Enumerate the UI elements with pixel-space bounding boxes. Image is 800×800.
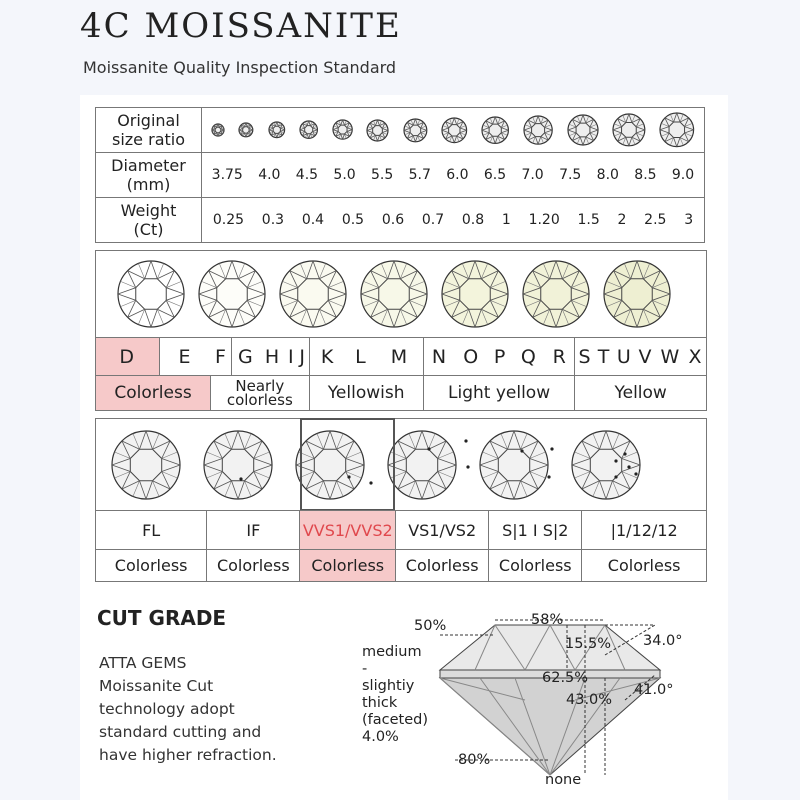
inclusion-dot [627,465,630,468]
inclusion-dot [634,472,637,475]
color-grade-stones [95,250,707,338]
color-letter-h: H [260,338,286,376]
color-sample-stone [280,261,346,327]
girdle-label-line: - [362,661,368,677]
diameter-value: 4.0 [258,167,281,183]
clarity-class: Colorless [489,550,582,582]
weight-value: 0.4 [301,212,325,228]
vvs-highlight-frame [300,418,395,511]
inclusion-dot [239,477,242,480]
girdle-label-line: 4.0% [362,729,399,745]
stone-size-gem [239,123,253,137]
weight-value: 0.3 [261,212,285,228]
color-letter-r: R [545,338,575,376]
girdle-label [362,644,428,746]
clarity-name: |1/12/12 [582,511,707,550]
weight-value: 1.5 [577,212,600,228]
cut-description-line: ATTA GEMS [99,654,187,672]
stone-size-gem [269,122,285,138]
stone-size-icon [332,119,353,140]
color-letter-i: I [286,338,297,376]
culet-label: none [545,772,582,788]
nearly-colorless-line1: Nearly [235,377,285,395]
pavilion-angle-label: 41.0° [634,682,674,698]
size-ratio-label-line1: Original [117,111,180,130]
page-subtitle: Moissanite Quality Inspection Standard [83,58,397,77]
weight-value: 1.20 [528,212,560,228]
crown-angle-label: 34.0° [643,633,683,649]
color-letter-row [96,338,707,376]
inclusion-dot [550,447,553,450]
stone-size-gem [404,119,427,142]
color-letter-d: D [96,338,160,376]
clarity-sample-stone [572,431,640,499]
pavilion-depth-label: 43.0% [566,692,613,708]
diameter-label [96,153,202,198]
stone-size-icon [441,117,468,144]
color-letter-v: V [635,338,656,376]
stone-size-icon [366,119,389,142]
color-letter-o: O [455,338,487,376]
diameter-row [96,153,705,198]
color-sample-stone [604,261,670,327]
diameter-value: 5.5 [371,167,394,183]
girdle-label-line: medium [362,644,422,660]
diameter-value: 3.75 [211,167,243,183]
color-group-row [96,376,707,411]
clarity-class: Colorless [396,550,489,582]
stone-size-gem [300,121,317,138]
cut-description-line: Moissanite Cut [99,677,214,695]
clarity-name: VVS1/VVS2 [300,511,396,550]
diameter-value: 5.0 [333,167,356,183]
stone-size-icon [238,122,254,138]
color-letter-t: T [595,338,614,376]
nearly-colorless-line2: colorless [226,391,293,409]
clarity-class: Colorless [207,550,300,582]
clarity-class: Colorless [582,550,707,582]
weight-label-line1: Weight [120,201,177,220]
inclusion-dot [614,459,617,462]
clarity-class-row [96,550,707,582]
weight-value: 1 [501,212,511,228]
weight-values [202,198,705,243]
color-group-colorless: Colorless [96,376,211,411]
weight-value: 0.8 [461,212,485,228]
color-letter-p: P [487,338,512,376]
cut-description-line: have higher refraction. [99,746,277,764]
diameter-label-line2: (mm) [126,175,171,194]
color-letter-u: U [613,338,635,376]
stone-size-gem [482,117,508,143]
stone-size-gem [660,113,694,147]
stone-size-gem [212,124,224,136]
cut-description-line: technology adopt [99,700,235,718]
color-letter-l: L [346,338,376,376]
page-title: 4C MOISSANITE [80,6,402,46]
color-letter-k: K [309,338,346,376]
weight-value: 0.6 [381,212,405,228]
weight-value: 3 [684,212,694,228]
stone-size-icon [523,115,553,145]
table-label: 58% [531,612,564,628]
clarity-class: Colorless [96,550,207,582]
color-letter-q: Q [513,338,545,376]
inclusion-dot [520,449,523,452]
diameter-value: 5.7 [408,167,431,183]
weight-value: 2.5 [644,212,667,228]
size-ratio-label-line2: size ratio [112,130,185,149]
color-sample-stone [118,261,184,327]
inclusion-dot [466,465,469,468]
girdle-label-line: slightiy [362,678,415,694]
clarity-grade-stones [95,418,707,511]
lower-half-label: 80% [458,752,491,768]
crown-height-label: 15.5% [565,636,612,652]
size-table [95,107,705,243]
color-sample-stone [523,261,589,327]
clarity-name: S|1 I S|2 [489,511,582,550]
color-group-light-yellow: Light yellow [423,376,575,411]
color-letter-f: F [211,338,232,376]
weight-label [96,198,202,243]
clarity-class: Colorless [300,550,396,582]
weight-label-line2: (Ct) [133,220,164,239]
color-group-yellow: Yellow [575,376,707,411]
clarity-stones-graphic [96,419,706,511]
clarity-name-row [96,511,707,550]
diameter-value: 4.5 [295,167,319,183]
inclusion-dot [547,475,550,478]
color-sample-stone [199,261,265,327]
inclusion-dot [614,475,617,478]
color-group-nearly-colorless [211,376,309,411]
stone-size-icon [481,116,509,144]
color-letter-e: E [159,338,211,376]
diameter-values [202,153,705,198]
crown-width-label: 50% [414,618,447,634]
stone-size-icon [659,112,695,148]
color-letter-g: G [232,338,260,376]
clarity-sample-stone [388,431,456,499]
color-letter-w: W [656,338,685,376]
color-letter-m: M [376,338,423,376]
diameter-value: 7.0 [521,167,544,183]
clarity-name: VS1/VS2 [396,511,489,550]
color-grade-table [95,337,707,411]
color-letter-x: X [685,338,707,376]
stone-size-icon [403,118,428,143]
girdle-label-line: thick [362,695,398,711]
inclusion-dot [427,447,430,450]
cut-description-line: standard cutting and [99,723,262,741]
cut-grade-description [99,652,289,767]
diameter-value: 7.5 [559,167,582,183]
clarity-sample-stone [204,431,272,499]
diameter-value: 6.0 [446,167,469,183]
inclusion-dot [623,452,626,455]
diameter-value: 9.0 [671,167,695,183]
stone-size-gem [442,118,467,143]
weight-value: 0.25 [212,212,245,228]
stone-size-icon [211,123,225,137]
stone-size-row [202,112,704,148]
stone-size-gem [613,114,645,146]
weight-value: 2 [617,212,627,228]
stone-size-gem [524,116,552,144]
color-sample-stone [361,261,427,327]
girdle-label-line: (faceted) [362,712,429,728]
color-letter-s: S [575,338,595,376]
size-ratio-row [96,108,705,153]
diameter-value: 8.0 [596,167,619,183]
stone-size-gem [568,115,598,145]
clarity-sample-stone [480,431,548,499]
inclusion-dot [464,439,467,442]
stone-size-icon [567,114,599,146]
weight-value: 0.7 [421,212,445,228]
total-depth-label: 62.5% [542,670,589,686]
weight-row [96,198,705,243]
diameter-value: 6.5 [483,167,507,183]
stone-size-gem [333,120,352,139]
stone-size-icon [268,121,286,139]
clarity-sample-stone [112,431,180,499]
cut-grade-title: CUT GRADE [97,606,227,630]
clarity-name: IF [207,511,300,550]
color-letter-n: N [423,338,455,376]
stone-size-icon [612,113,646,147]
stone-size-gem [367,120,388,141]
size-ratio-label [96,108,202,153]
clarity-name: FL [96,511,207,550]
stone-size-icon [299,120,318,139]
color-letter-j: J [297,338,309,376]
stone-sizes-cell [202,108,705,153]
weight-value: 0.5 [341,212,365,228]
clarity-grade-table [95,510,707,582]
color-stones-graphic [96,251,706,338]
color-sample-stone [442,261,508,327]
color-group-yellowish: Yellowish [309,376,423,411]
diameter-label-line1: Diameter [111,156,186,175]
diameter-value: 8.5 [634,167,657,183]
